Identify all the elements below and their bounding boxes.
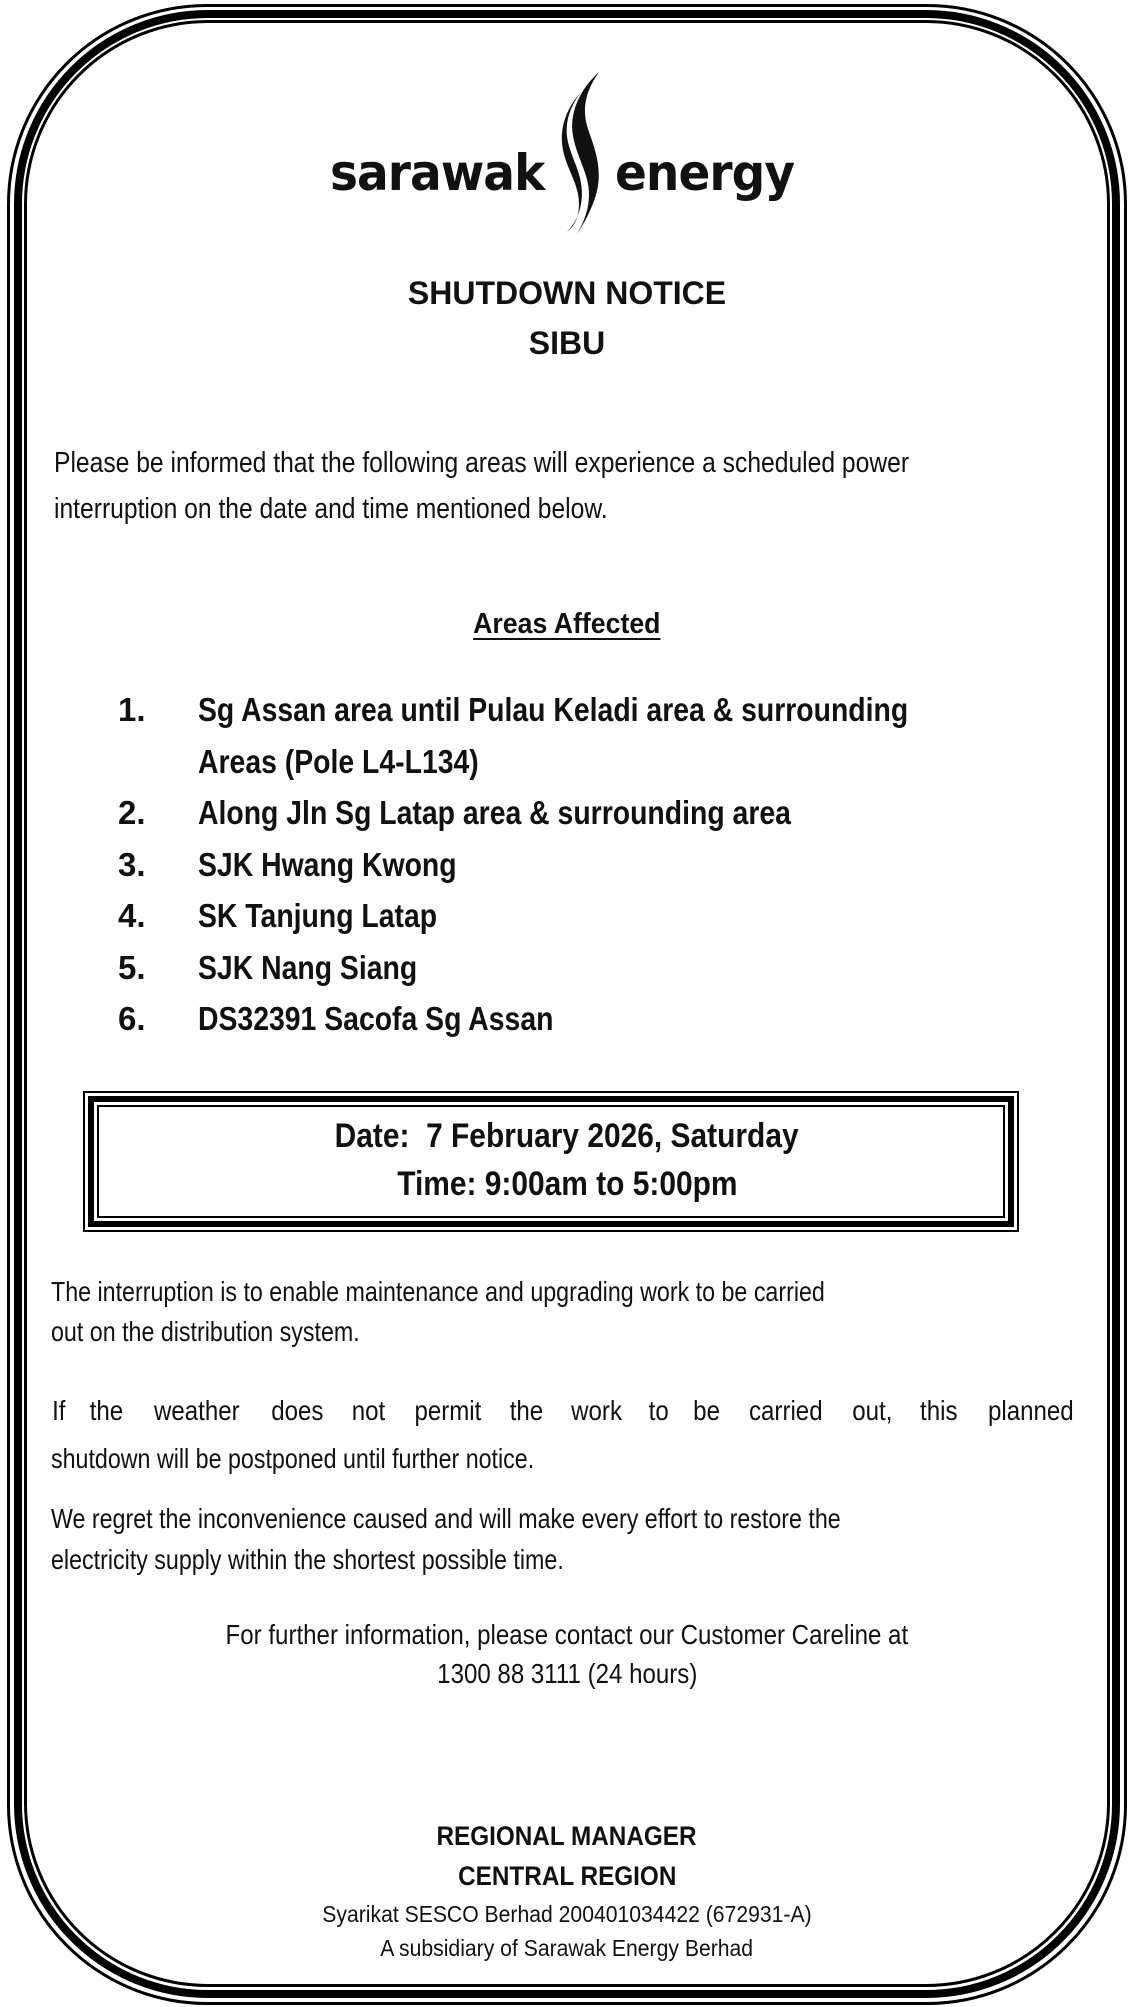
reason-line: The interruption is to enable maintenance and upgrading work to be carried: [51, 1276, 825, 1307]
notice-title: SHUTDOWN NOTICE: [407, 275, 727, 311]
signatory-region: [0, 1856, 1134, 1896]
logo-text-energy: energy: [615, 144, 795, 202]
area-number: 1.: [118, 691, 146, 728]
area-text: SJK Hwang Kwong: [198, 845, 457, 883]
word: work: [571, 1395, 622, 1426]
area-number: 2.: [118, 794, 146, 831]
word: to: [648, 1395, 669, 1426]
word: If: [52, 1395, 66, 1426]
area-number: 3.: [118, 845, 146, 883]
area-list-item: [118, 787, 1038, 839]
intro-line: interruption on the date and time mentioned below.: [54, 493, 608, 525]
word: the: [90, 1395, 124, 1426]
area-text: SJK Nang Siang: [198, 948, 418, 986]
intro-paragraph: [54, 440, 1094, 532]
word: weather: [154, 1395, 240, 1426]
reason-line: out on the distribution system.: [51, 1316, 360, 1347]
company-registration-text: Syarikat SESCO Berhad 200401034422 (672931-A): [322, 1901, 812, 1927]
weather-line: shutdown will be postponed until further notice.: [51, 1443, 535, 1474]
apology-line: electricity supply within the shortest possible time.: [51, 1544, 564, 1575]
area-text: Areas (Pole L4-L134): [198, 742, 479, 780]
reason-paragraph: [51, 1272, 1081, 1352]
word: does: [271, 1395, 324, 1426]
parent-company: [0, 1931, 1134, 1965]
word: the: [509, 1395, 544, 1426]
careline-number: 1300 88 3111 (24 hours): [436, 1658, 698, 1689]
word: this: [919, 1395, 958, 1426]
signatory-region-text: CENTRAL REGION: [457, 1861, 677, 1891]
area-number: 6.: [118, 1000, 146, 1037]
flame-icon: [555, 70, 615, 235]
word: carried: [748, 1395, 823, 1426]
apology-paragraph: [51, 1498, 1081, 1580]
apology-line: We regret the inconvenience caused and will make every effort to restore the: [51, 1503, 841, 1534]
areas-affected-heading-text: Areas Affected: [473, 608, 661, 640]
areas-affected-list: [118, 684, 1038, 1045]
area-text: SK Tanjung Latap: [198, 897, 438, 934]
schedule-time: [0, 1160, 1134, 1208]
sarawak-energy-logo: [330, 70, 810, 235]
schedule-date: [0, 1112, 1134, 1160]
logo-text-sarawak: sarawak: [330, 144, 545, 202]
area-number: 4.: [118, 897, 146, 934]
schedule-time-text: Time: 9:00am to 5:00pm: [396, 1165, 738, 1203]
area-list-item: [118, 890, 1038, 942]
weather-line-justified: [51, 1387, 1081, 1435]
parent-company-text: A subsidiary of Sarawak Energy Berhad: [380, 1935, 754, 1961]
contact-info: [0, 1615, 1134, 1693]
contact-line: For further information, please contact our Customer Careline at: [225, 1619, 909, 1650]
area-text: DS32391 Sacofa Sg Assan: [198, 1000, 554, 1037]
word: permit: [414, 1395, 482, 1426]
company-registration: [0, 1897, 1134, 1931]
word: planned: [988, 1395, 1074, 1426]
intro-line: Please be informed that the following areas will experience a scheduled power: [54, 447, 910, 479]
word: be: [693, 1395, 721, 1426]
areas-affected-heading: [0, 604, 1134, 644]
signatory-title: [0, 1816, 1134, 1856]
weather-paragraph: [51, 1387, 1081, 1483]
word: out,: [852, 1395, 893, 1426]
area-list-item: [118, 839, 1038, 891]
area-list-item: [118, 942, 1038, 994]
area-text: Sg Assan area until Pulau Keladi area & surrounding: [198, 691, 909, 728]
area-list-item: [118, 993, 1038, 1045]
area-list-item: [118, 684, 1038, 787]
area-number: 5.: [118, 948, 146, 986]
word: not: [351, 1395, 386, 1426]
area-text: Along Jln Sg Latap area & surrounding area: [198, 794, 791, 831]
notice-location: SIBU: [528, 325, 606, 361]
schedule-date-text: Date: 7 February 2026, Saturday: [335, 1117, 799, 1155]
signatory-title-text: REGIONAL MANAGER: [436, 1821, 698, 1851]
